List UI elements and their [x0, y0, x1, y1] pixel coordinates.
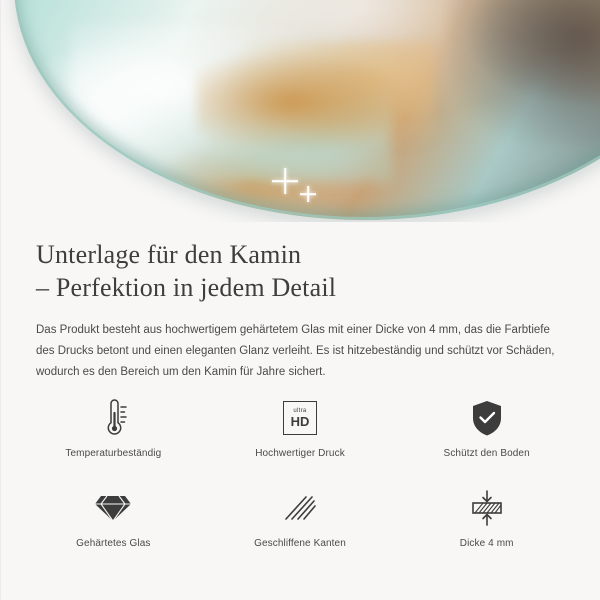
page-title — [0, 222, 600, 304]
ultra-hd-badge-icon — [283, 396, 317, 440]
headline-line-1: Unterlage für den Kamin — [36, 240, 302, 269]
feature-label: Schützt den Boden — [443, 448, 530, 459]
body-paragraph: Das Produkt besteht aus hochwertigem gehärtetem Glas mit einer Dicke von 4 mm, das die Farbtiefe des Drucks betont und einen eleganten Glanz verleiht. Es ist hitzebeständig und schützt vor Schäden, wodurch es den Bereich um den Kamin für Jahre sichert. — [36, 324, 555, 378]
feature-label: Gehärtetes Glas — [76, 538, 151, 549]
feature-item-floor-protection — [393, 396, 580, 466]
text-content — [0, 222, 600, 383]
shield-check-icon — [469, 396, 505, 440]
feature-label: Temperaturbeständig — [65, 448, 162, 459]
headline-line-2: – Perfektion in jedem Detail — [36, 273, 337, 302]
feature-item-thickness — [393, 486, 580, 556]
glass-edge-rim — [14, 0, 600, 220]
badge-main-text: HD — [290, 414, 310, 429]
feature-label: Dicke 4 mm — [459, 538, 514, 549]
badge-top-text: ultra — [293, 408, 307, 414]
feature-item-polished-edges — [207, 486, 394, 556]
polished-edges-icon — [280, 486, 320, 530]
thickness-arrows-icon — [466, 486, 508, 530]
feature-label: Geschliffene Kanten — [254, 538, 346, 549]
hero-image — [0, 0, 600, 222]
thermometer-icon — [93, 396, 133, 440]
diamond-icon — [93, 486, 133, 530]
glass-disc-image — [14, 0, 600, 220]
feature-label: Hochwertiger Druck — [255, 448, 345, 459]
feature-grid — [0, 396, 600, 556]
feature-item-tempered-glass — [20, 486, 207, 556]
feature-item-print-quality — [207, 396, 394, 466]
feature-item-temperature — [20, 396, 207, 466]
